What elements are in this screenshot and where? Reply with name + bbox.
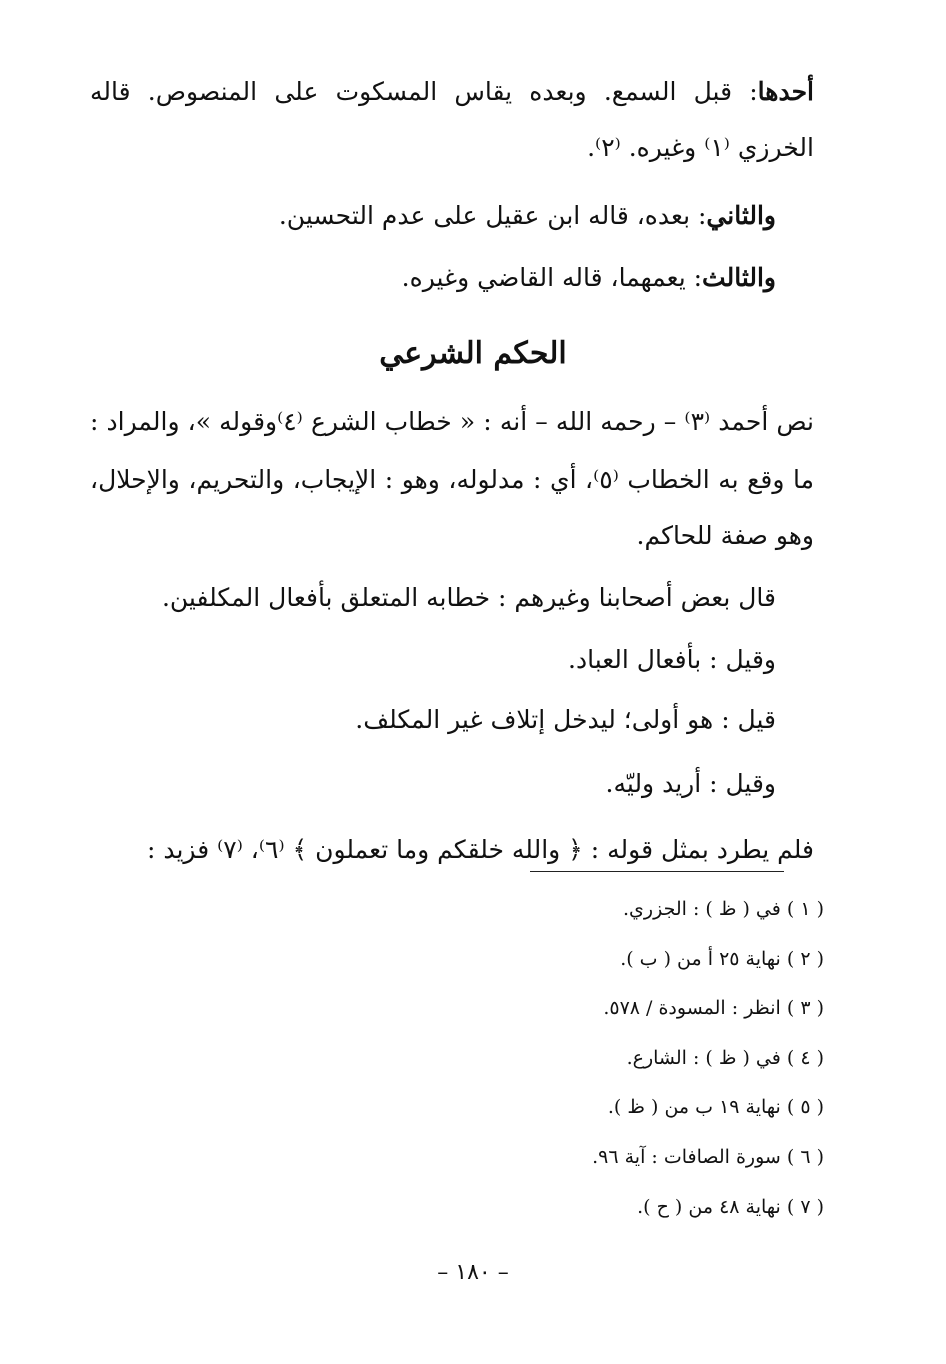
paragraph-second [279, 196, 776, 236]
footnote-6: ( ٦ ) سورة الصافات : آية ٩٦. [592, 1146, 824, 1168]
footnote-3: ( ٣ ) انظر : المسودة / ٥٧٨. [603, 997, 824, 1019]
paragraph-ruling-line3: وهو صفة للحاكم. [636, 521, 814, 550]
footnote-4: ( ٤ ) في ( ظ ) : الشارع. [626, 1047, 824, 1069]
footnote-separator [530, 871, 784, 872]
paragraph-alternative: وقيل : بأفعال العباد. [568, 645, 776, 674]
footnote-7: ( ٧ ) نهاية ٤٨ من ( ح ). [637, 1196, 824, 1218]
paragraph-first-continuation: الخرزي ⁽١⁾ وغيره. ⁽٢⁾. [587, 133, 814, 162]
paragraph-preference: قيل : هو أولى؛ ليدخل إتلاف غير المكلف. [355, 705, 776, 734]
paragraph-ruling-line1: نص أحمد ⁽٣⁾ – رحمه الله – أنه : « خطاب الشرع ⁽٤⁾وقوله »، والمراد : [90, 407, 814, 436]
paragraph-first-text: : قبل السمع. وبعده يقاس المسكوت على المنصوص. قاله [90, 77, 758, 106]
footnote-1: ( ١ ) في ( ظ ) : الجزري. [623, 898, 824, 920]
lead-word-third: والثالث [702, 263, 776, 292]
paragraph-second-text: : بعده، قاله ابن عقيل على عدم التحسين. [278, 201, 707, 230]
lead-word-first: أحدها [757, 77, 814, 106]
paragraph-first-line [90, 72, 814, 112]
paragraph-third [402, 258, 776, 298]
paragraph-quran-verse: فلم يطرد بمثل قوله : ﴿ والله خلقكم وما تعملون ﴾ ⁽٦⁾، ⁽٧⁾ فزيد : [146, 835, 814, 864]
lead-word-second: والثاني [706, 201, 776, 230]
page-number: – ١٨٠ – [437, 1260, 509, 1285]
footnote-5: ( ٥ ) نهاية ١٩ ب من ( ظ ). [607, 1096, 824, 1118]
paragraph-third-text: : يعمهما، قاله القاضي وغيره. [401, 263, 703, 292]
footnote-2: ( ٢ ) نهاية ٢٥ أ من ( ب ). [620, 948, 824, 970]
paragraph-guardian: وقيل : أريد وليّه. [605, 769, 776, 798]
section-heading: الحكم الشرعي [379, 336, 567, 371]
paragraph-ruling-line2: ما وقع به الخطاب ⁽٥⁾، أي : مدلوله، وهو : الإيجاب، والتحريم، والإحلال، [90, 465, 814, 494]
paragraph-definition: قال بعض أصحابنا وغيرهم : خطابه المتعلق بأفعال المكلفين. [161, 583, 776, 612]
